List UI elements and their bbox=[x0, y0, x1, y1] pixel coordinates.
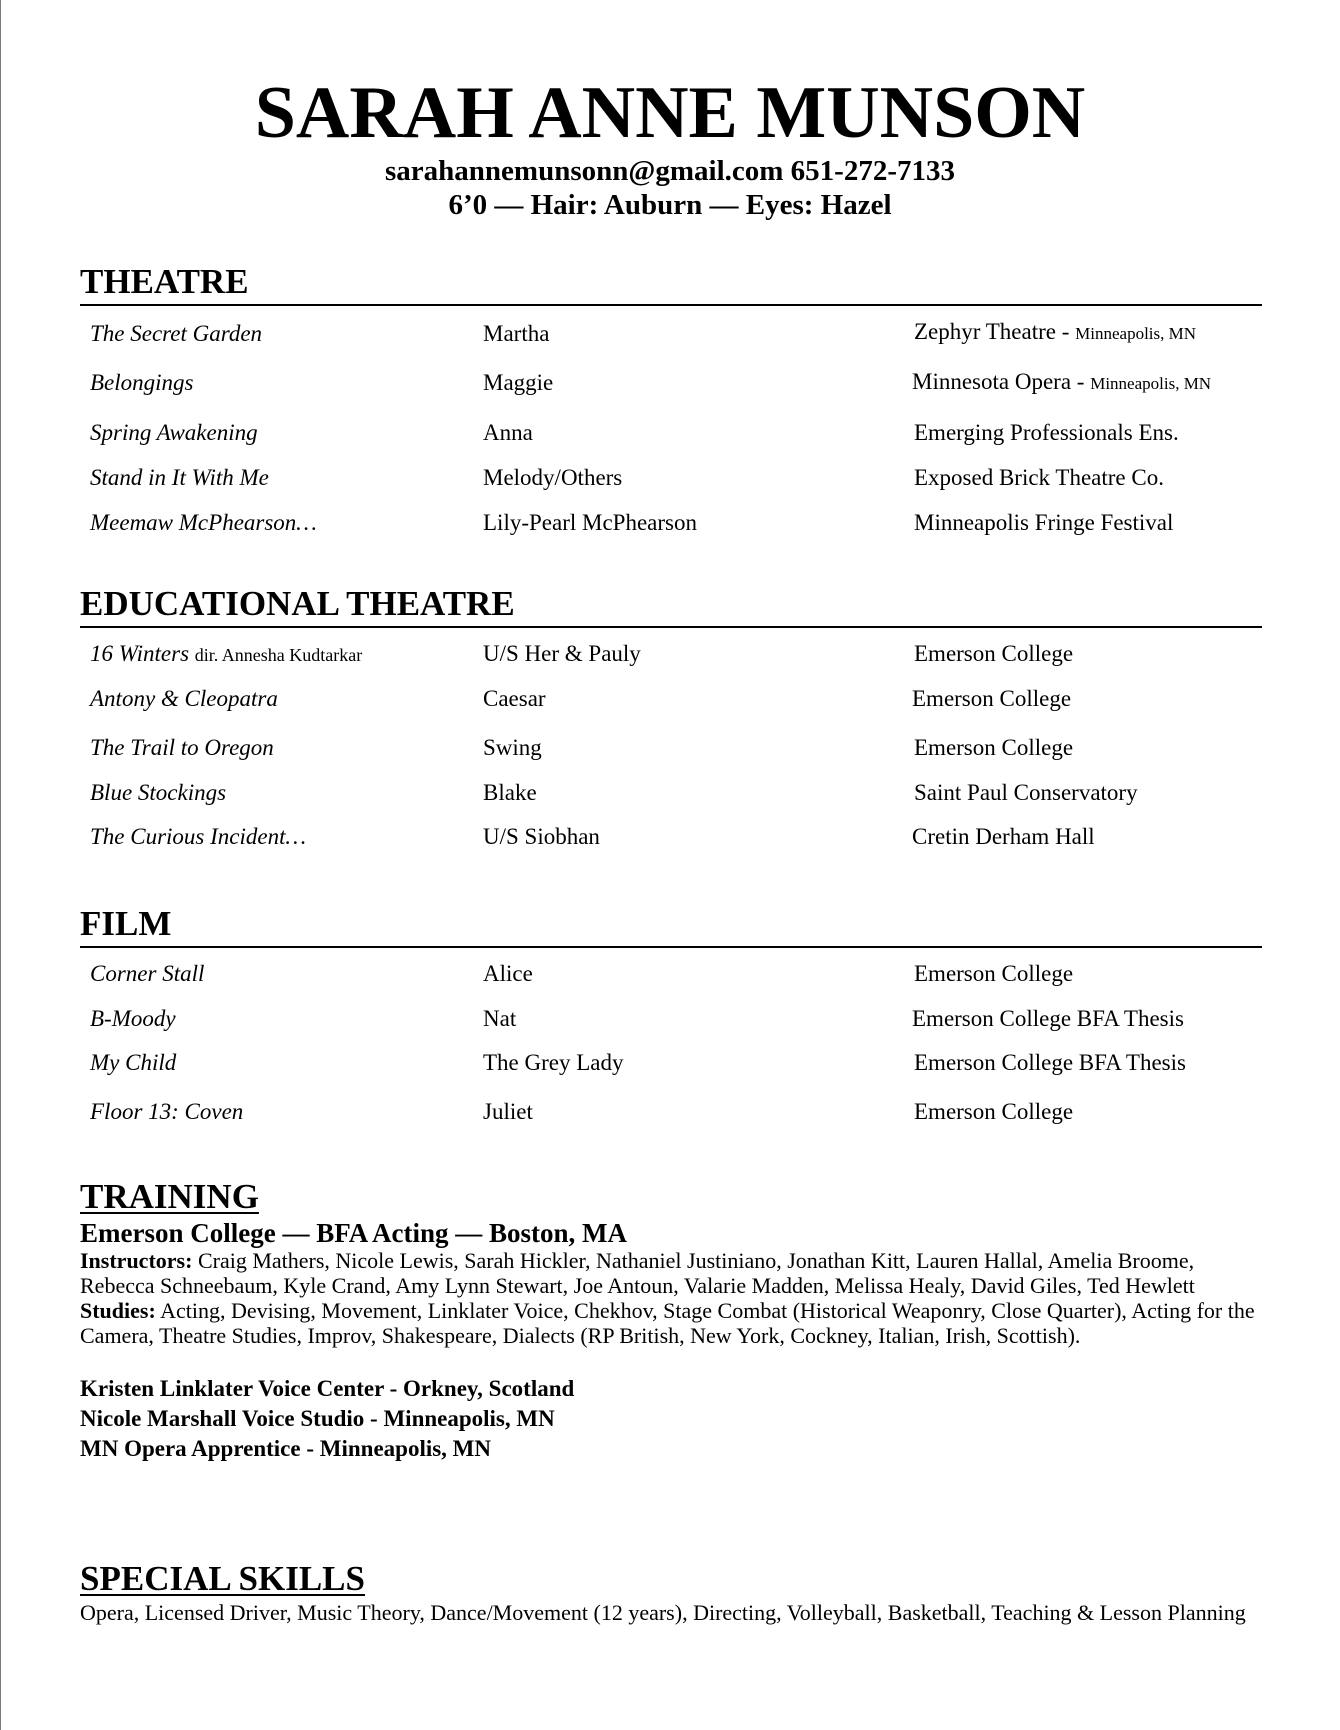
credit-venue: Emerson College BFA Thesis bbox=[914, 1050, 1186, 1075]
section-title-special-skills: SPECIAL SKILLS bbox=[80, 1559, 365, 1598]
film-section bbox=[80, 904, 1262, 1124]
credit-row bbox=[80, 1049, 1262, 1079]
credit-title: B-Moody bbox=[90, 1006, 176, 1031]
credit-venue: Minnesota Opera - Minneapolis, MN bbox=[912, 369, 1212, 394]
credit-title: Floor 13: Coven bbox=[90, 1099, 244, 1124]
other-training-item: Nicole Marshall Voice Studio - Minneapolis, MN bbox=[80, 1406, 555, 1431]
credit-row bbox=[80, 464, 1262, 494]
credit-role: Martha bbox=[483, 321, 550, 346]
credit-row bbox=[80, 369, 1262, 399]
credit-title: Meemaw McPhearson… bbox=[90, 510, 317, 535]
studies-label: Studies: bbox=[80, 1298, 156, 1323]
credit-title: Corner Stall bbox=[90, 961, 205, 986]
credit-venue: Emerson College bbox=[912, 686, 1072, 711]
training-section bbox=[80, 1178, 1262, 1464]
credit-location: Minneapolis, MN bbox=[1075, 324, 1197, 343]
page-left-edge bbox=[0, 0, 1, 1730]
other-training-item: Kristen Linklater Voice Center - Orkney, Scotland bbox=[80, 1376, 575, 1401]
credit-title: Spring Awakening bbox=[90, 420, 258, 445]
credit-row bbox=[80, 640, 1262, 670]
credit-row bbox=[80, 419, 1262, 449]
credit-title: The Secret Garden bbox=[90, 321, 263, 346]
theatre-section bbox=[80, 262, 1262, 535]
section-title-educational-theatre: EDUCATIONAL THEATRE bbox=[80, 584, 1262, 628]
credit-role: Alice bbox=[483, 961, 533, 986]
credit-title: The Trail to Oregon bbox=[90, 735, 274, 760]
credit-role: Lily-Pearl McPhearson bbox=[483, 510, 697, 535]
credit-title: My Child bbox=[90, 1050, 177, 1075]
credit-row bbox=[80, 1098, 1262, 1128]
credit-role: Juliet bbox=[483, 1099, 533, 1124]
credit-venue: Zephyr Theatre - Minneapolis, MN bbox=[914, 319, 1197, 344]
credit-title: Antony & Cleopatra bbox=[90, 686, 278, 711]
section-title-film: FILM bbox=[80, 904, 1262, 948]
credit-venue: Emerson College bbox=[914, 961, 1074, 986]
credit-role: Caesar bbox=[483, 686, 546, 711]
credit-row bbox=[80, 734, 1262, 764]
training-studies bbox=[80, 1298, 1260, 1348]
credit-title: Stand in It With Me bbox=[90, 465, 269, 490]
credit-role: Blake bbox=[483, 780, 537, 805]
credit-venue: Emerson College bbox=[914, 735, 1074, 760]
training-school: Emerson College — BFA Acting — Boston, MA bbox=[80, 1218, 627, 1248]
credit-role: Melody/Others bbox=[483, 465, 623, 490]
educational-theatre-section bbox=[80, 584, 1262, 849]
credit-venue: Exposed Brick Theatre Co. bbox=[914, 465, 1164, 490]
credit-venue: Emerson College bbox=[914, 1099, 1074, 1124]
credit-venue: Emerson College BFA Thesis bbox=[912, 1006, 1184, 1031]
credit-title: Blue Stockings bbox=[90, 780, 227, 805]
credit-venue: Emerson College bbox=[914, 641, 1074, 666]
credit-row bbox=[80, 960, 1262, 990]
credit-row bbox=[80, 1005, 1262, 1035]
credit-role: Maggie bbox=[483, 370, 554, 395]
instructors-label: Instructors: bbox=[80, 1248, 193, 1273]
physical-stats: 6’0 — Hair: Auburn — Eyes: Hazel bbox=[448, 189, 892, 221]
instructors-list: Craig Mathers, Nicole Lewis, Sarah Hickler, Nathaniel Justiniano, Jonathan Kitt, Lauren Hallal, Amelia Broome, Rebecca Schneebaum, Kyle Crand, Amy Lynn Stewart, Joe Antoun, Valarie Madden, Melissa Healy, David Giles, Ted Hewlett bbox=[80, 1248, 1195, 1298]
studies-list: Acting, Devising, Movement, Linklater Voice, Chekhov, Stage Combat (Historical Weaponry, Close Quarter), Acting for the Camera, Theatre Studies, Improv, Shakespeare, Dialects (RP British, New York, Cockney, Italian, Irish, Scottish). bbox=[80, 1298, 1255, 1348]
credit-role: Anna bbox=[483, 420, 533, 445]
other-training-list bbox=[80, 1374, 1262, 1464]
credit-title: 16 Winters dir. Annesha Kudtarkar bbox=[90, 641, 363, 666]
credit-venue: Saint Paul Conservatory bbox=[914, 780, 1138, 805]
credit-role: U/S Her & Pauly bbox=[483, 641, 641, 666]
resume-header bbox=[0, 72, 1340, 222]
credit-director-note: dir. Annesha Kudtarkar bbox=[194, 645, 363, 665]
special-skills-section bbox=[80, 1560, 1262, 1625]
special-skills-text: Opera, Licensed Driver, Music Theory, Dance/Movement (12 years), Directing, Volleyball, Basketball, Teaching & Lesson Planning bbox=[80, 1600, 1246, 1625]
credit-role: Swing bbox=[483, 735, 542, 760]
credit-venue: Cretin Derham Hall bbox=[912, 824, 1095, 849]
section-title-training: TRAINING bbox=[80, 1177, 259, 1216]
credit-row bbox=[80, 779, 1262, 809]
section-title-theatre: THEATRE bbox=[80, 262, 1262, 306]
credit-role: U/S Siobhan bbox=[483, 824, 600, 849]
credit-title: Belongings bbox=[90, 370, 194, 395]
credit-venue: Emerging Professionals Ens. bbox=[914, 420, 1179, 445]
credit-row bbox=[80, 823, 1262, 853]
credit-row bbox=[80, 509, 1262, 539]
contact-line: sarahannemunsonn@gmail.com 651-272-7133 bbox=[385, 155, 955, 187]
credit-role: The Grey Lady bbox=[483, 1050, 624, 1075]
credit-role: Nat bbox=[483, 1006, 517, 1031]
other-training-item: MN Opera Apprentice - Minneapolis, MN bbox=[80, 1436, 491, 1461]
credit-row bbox=[80, 685, 1262, 715]
performer-name: SARAH ANNE MUNSON bbox=[254, 72, 1086, 154]
training-instructors bbox=[80, 1248, 1260, 1298]
credit-row bbox=[80, 320, 1262, 350]
credit-title: The Curious Incident… bbox=[90, 824, 306, 849]
credit-venue: Minneapolis Fringe Festival bbox=[914, 510, 1174, 535]
credit-location: Minneapolis, MN bbox=[1090, 374, 1212, 393]
